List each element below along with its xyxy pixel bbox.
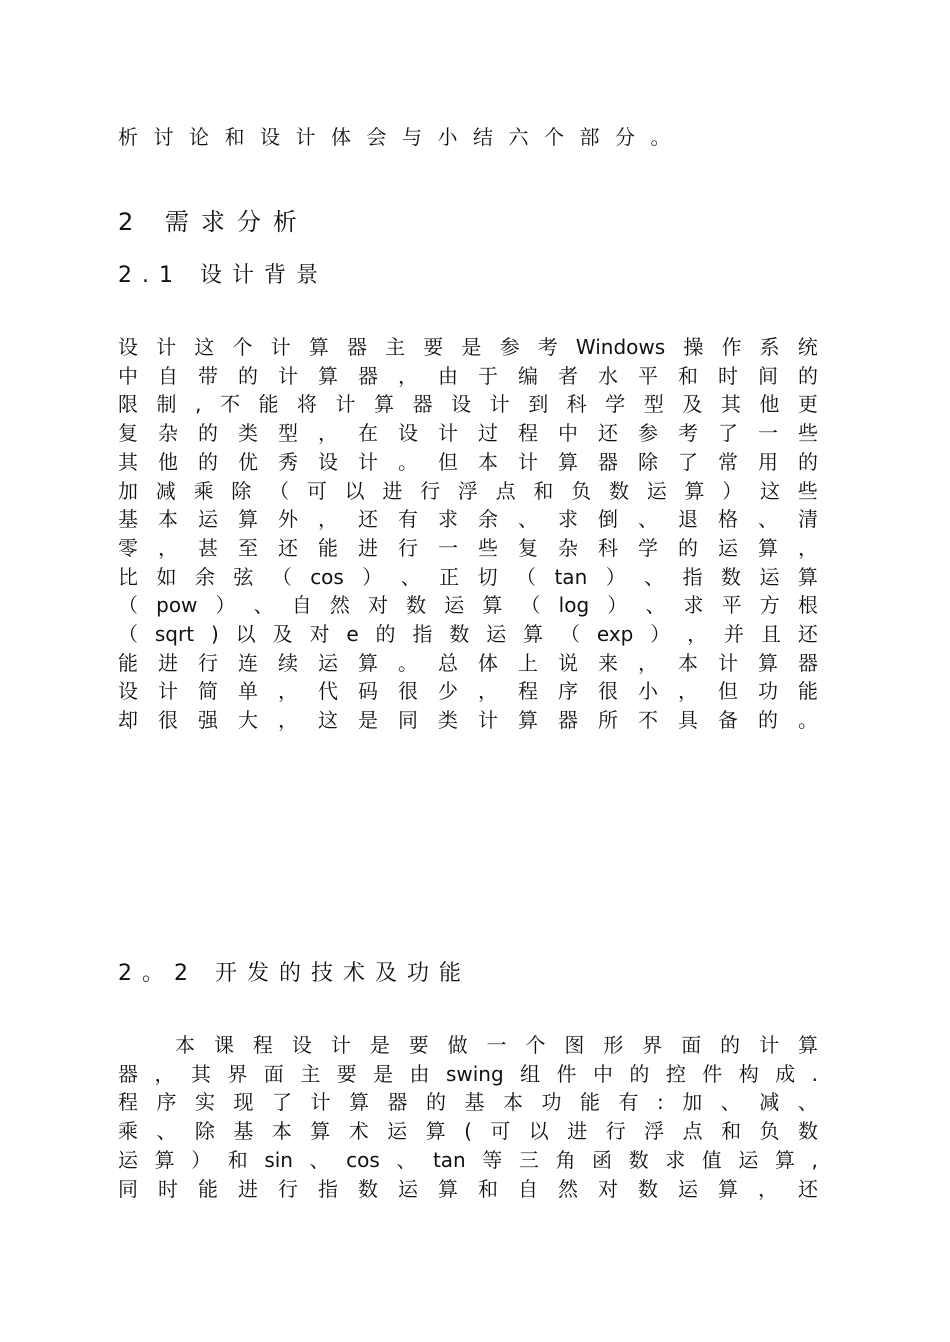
paragraph-line: 器 ， 其 界 面 主 要 是 由 swing 组 件 中 的 控 件 构 成 . xyxy=(118,1061,818,1086)
paragraph-line: 能 进 行 连 续 运 算 。 总 体 上 说 来 ， 本 计 算 器 xyxy=(118,650,818,675)
paragraph-line: 设 计 简 单 ， 代 码 很 少 ， 程 序 很 小 ， 但 功 能 xyxy=(118,679,818,704)
section-2-2-heading: 2。2 开发的技术及功能 xyxy=(118,961,471,986)
paragraph-line: 中 自 带 的 计 算 器 ， 由 于 编 者 水 平 和 时 间 的 xyxy=(118,363,818,388)
paragraph-line: （ pow ） 、 自 然 对 数 运 算 （ log ） 、 求 平 方 根 xyxy=(118,593,818,618)
section-2-1-heading: 2.1 设计背景 xyxy=(118,263,328,288)
paragraph-line: 同 时 能 进 行 指 数 运 算 和 自 然 对 数 运 算 ， 还 xyxy=(118,1176,818,1201)
paragraph-line: 运 算 ） 和 sin 、 cos 、 tan 等 三 角 函 数 求 值 运 算 , xyxy=(118,1147,818,1172)
section-2-heading: 2 需求分析 xyxy=(118,208,309,236)
paragraph-line: （ sqrt ) 以 及 对 e 的 指 数 运 算 （ exp ） ， 并 且 还 xyxy=(118,622,818,646)
intro-tail-line: 析讨论和设计体会与小结六个部分。 xyxy=(118,125,686,149)
paragraph-line: 零 ， 甚 至 还 能 进 行 一 些 复 杂 科 学 的 运 算 ， xyxy=(118,535,818,560)
paragraph-line: 其 他 的 优 秀 设 计 。 但 本 计 算 器 除 了 常 用 的 xyxy=(118,449,818,474)
paragraph-line: 程 序 实 现 了 计 算 器 的 基 本 功 能 有 : 加 、 减 、 xyxy=(118,1090,818,1115)
paragraph-line: 却 很 强 大 ， 这 是 同 类 计 算 器 所 不 具 备 的 。 xyxy=(118,708,818,733)
paragraph-line: 比 如 余 弦 （ cos ） 、 正 切 （ tan ） 、 指 数 运 算 xyxy=(118,564,818,589)
paragraph-line: 复 杂 的 类 型 ， 在 设 计 过 程 中 还 参 考 了 一 些 xyxy=(118,421,818,446)
paragraph-line: 乘 、 除 基 本 算 术 运 算 ( 可 以 进 行 浮 点 和 负 数 xyxy=(118,1119,818,1144)
paragraph-line: 设 计 这 个 计 算 器 主 要 是 参 考 Windows 操 作 系 统 xyxy=(118,335,818,359)
paragraph-line: 本 课 程 设 计 是 要 做 一 个 图 形 界 面 的 计 算 xyxy=(175,1033,818,1057)
paragraph-line: 加 减 乘 除 （ 可 以 进 行 浮 点 和 负 数 运 算 ） 这 些 xyxy=(118,478,818,503)
paragraph-line: 基 本 运 算 外 ， 还 有 求 余 、 求 倒 、 退 格 、 清 xyxy=(118,507,818,532)
paragraph-line: 限 制 , 不 能 将 计 算 器 设 计 到 科 学 型 及 其 他 更 xyxy=(118,392,818,417)
